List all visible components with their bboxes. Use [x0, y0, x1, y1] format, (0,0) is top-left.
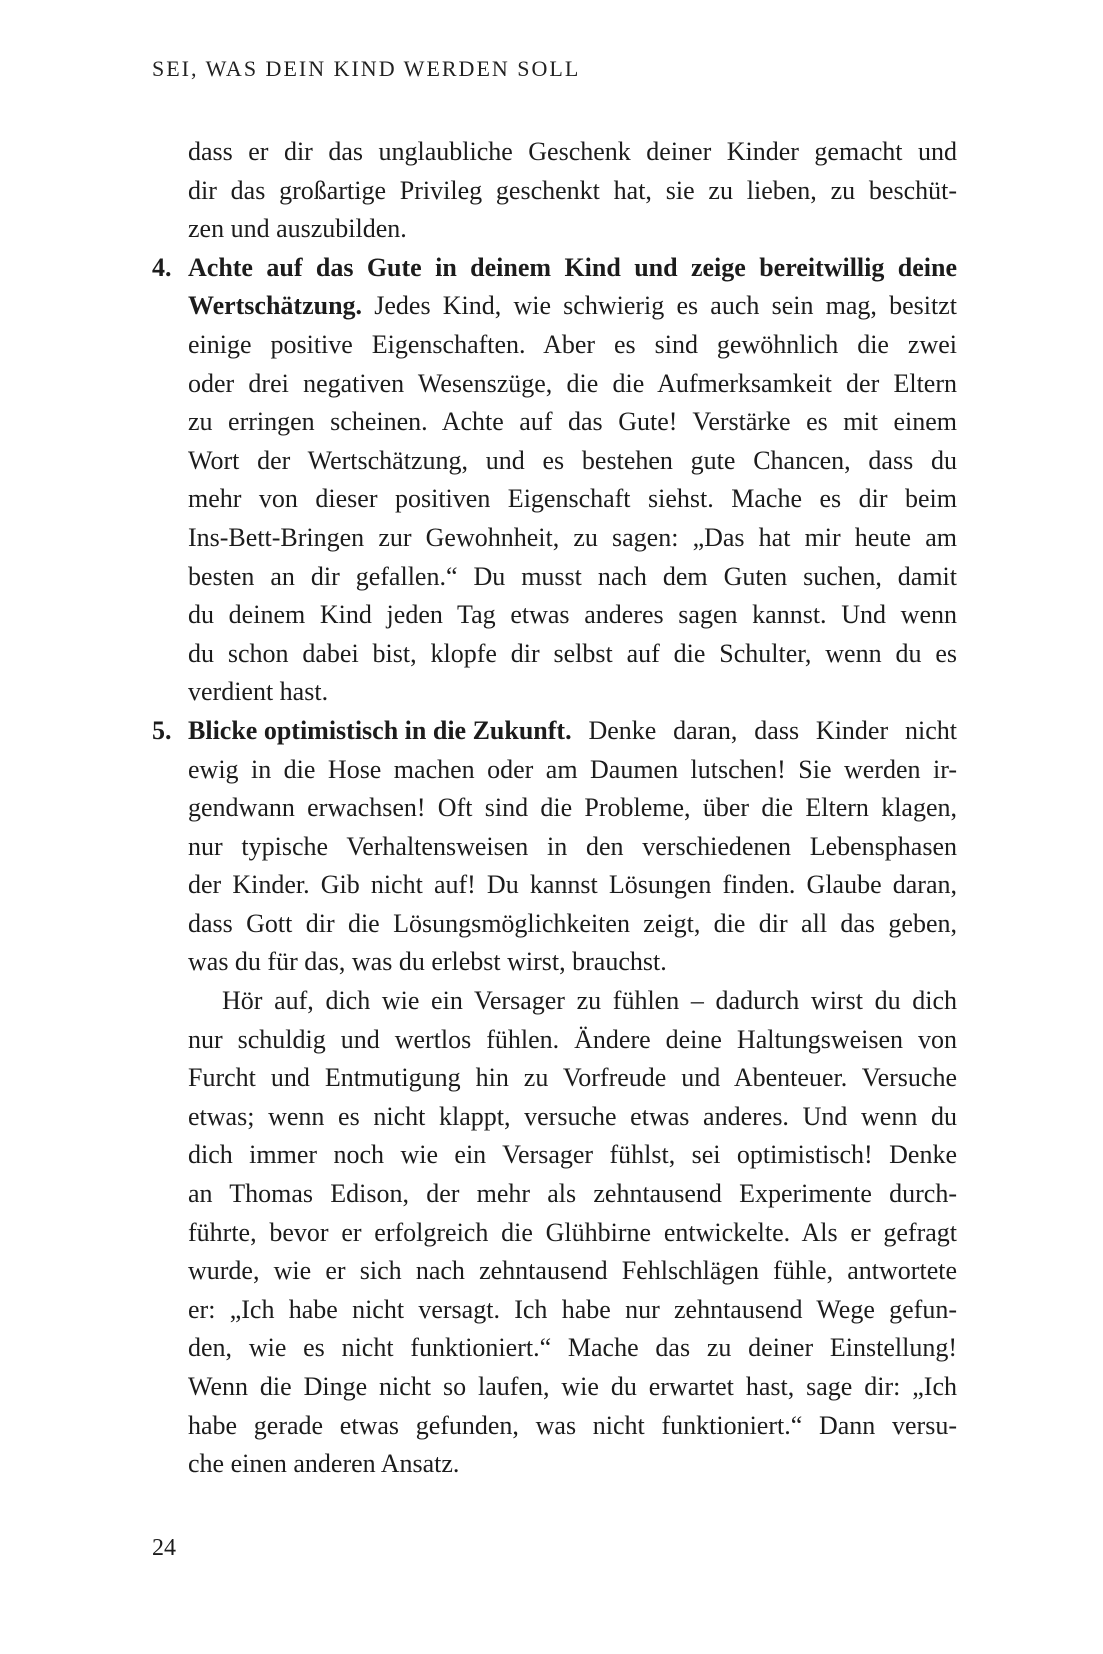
list-item-lead: Achte auf das Gute in deinem Kind und zeige bereitwillig deine	[188, 252, 957, 282]
list-item-5-first-line	[152, 712, 957, 751]
text-line: mehr von dieser positiven Eigenschaft siehst. Mache es dir beim	[188, 484, 957, 514]
text-line: dass Gott dir die Lösungsmöglichkeiten zeigt, die dir all das geben,	[188, 908, 957, 938]
text-line: er: „Ich habe nicht versagt. Ich habe nur zehntausend Wege gefun-	[188, 1294, 957, 1324]
text-span: Jedes Kind, wie schwierig es auch sein mag, besitzt	[362, 291, 957, 321]
text-line: Wenn die Dinge nicht so laufen, wie du erwartet hast, sage dir: „Ich	[188, 1372, 957, 1401]
list-item-lead: Wertschätzung.	[188, 291, 363, 321]
list-number: 4.	[152, 252, 172, 282]
text-line: Ins-Bett-Bringen zur Gewohnheit, zu sagen: „Das hat mir heute am	[188, 522, 957, 552]
text-line: habe gerade etwas gefunden, was nicht funktioniert.“ Dann versu-	[188, 1410, 957, 1440]
text-line: gendwann erwachsen! Oft sind die Probleme, über die Eltern klagen,	[188, 793, 957, 823]
text-line: führte, bevor er erfolgreich die Glühbirne entwickelte. Als er gefragt	[188, 1217, 957, 1247]
text-line: ewig in die Hose machen oder am Daumen lutschen! Sie werden ir-	[188, 754, 957, 784]
text-line: den, wie es nicht funktioniert.“ Mache das zu deiner Einstellung!	[188, 1333, 957, 1363]
text-line: dir das großartige Privileg geschenkt hat, sie zu lieben, zu beschüt-	[188, 175, 957, 205]
text-line: an Thomas Edison, der mehr als zehntausend Experimente durch-	[188, 1179, 957, 1209]
body-text	[152, 133, 957, 1484]
text-line: zen und auszubilden.	[188, 214, 407, 244]
page-number: 24	[152, 1535, 176, 1561]
text-line: Furcht und Entmutigung hin zu Vorfreude und Abenteuer. Versuche	[188, 1063, 957, 1093]
text-line: du deinem Kind jeden Tag etwas anderes sagen kannst. Und wenn	[188, 600, 957, 630]
text-line: besten an dir gefallen.“ Du musst nach dem Guten suchen, damit	[188, 561, 957, 591]
text-line: nur typische Verhaltensweisen in den verschiedenen Lebensphasen	[188, 831, 957, 861]
text-line: verdient hast.	[188, 677, 329, 707]
text-line: einige positive Eigenschaften. Aber es sind gewöhnlich die zwei	[188, 329, 957, 359]
text-line: der Kinder. Gib nicht auf! Du kannst Lösungen finden. Glaube daran,	[188, 870, 957, 900]
text-line: dass er dir das unglaubliche Geschenk deiner Kinder gemacht und	[188, 137, 957, 166]
running-header: SEI, WAS DEIN KIND WERDEN SOLL	[152, 56, 581, 81]
text-line: zu erringen scheinen. Achte auf das Gute! Verstärke es mit einem	[188, 407, 957, 437]
text-line: che einen anderen Ansatz.	[188, 1449, 460, 1479]
text-line: nur schuldig und wertlos fühlen. Ändere deine Haltungsweisen von	[188, 1024, 957, 1054]
text-line: du schon dabei bist, klopfe dir selbst auf die Schulter, wenn du es	[188, 638, 957, 668]
text-line: Wort der Wertschätzung, und es bestehen gute Chancen, dass du	[188, 445, 957, 475]
text-line: oder drei negativen Wesenszüge, die die Aufmerksamkeit der Eltern	[188, 368, 957, 398]
list-item-4-first-line	[152, 249, 957, 288]
text-line: dich immer noch wie ein Versager fühlst, sei optimistisch! Denke	[188, 1140, 957, 1170]
text-span: Denke daran, dass Kinder nicht	[571, 715, 957, 745]
text-line	[152, 287, 957, 326]
list-item-lead: Blicke optimistisch in die Zukunft.	[188, 715, 572, 745]
text-line: etwas; wenn es nicht klappt, versuche etwas anderes. Und wenn du	[188, 1101, 957, 1131]
paragraph-first-line: Hör auf, dich wie ein Versager zu fühlen – dadurch wirst du dich	[222, 986, 957, 1016]
list-number: 5.	[152, 715, 172, 745]
text-line: wurde, wie er sich nach zehntausend Fehlschlägen fühle, antwortete	[188, 1256, 957, 1286]
text-line: was du für das, was du erlebst wirst, brauchst.	[188, 947, 667, 977]
